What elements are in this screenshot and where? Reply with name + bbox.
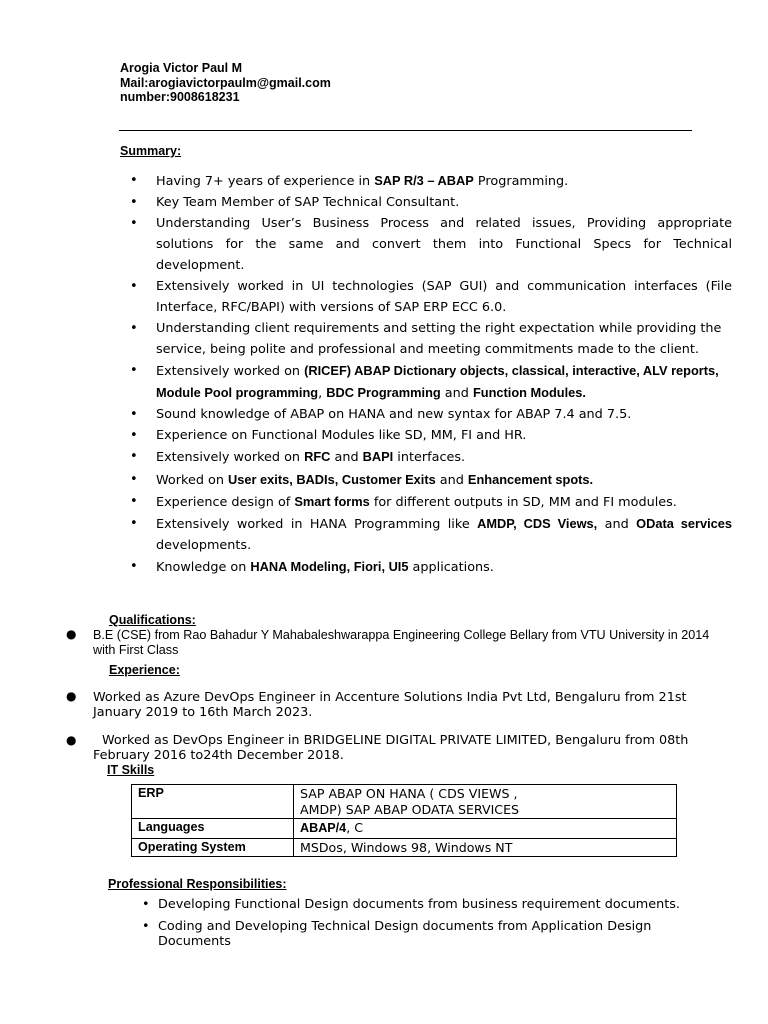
skill-value xyxy=(294,785,677,819)
summary-text: Knowledge on xyxy=(156,560,251,576)
summary-text: Worked on xyxy=(156,472,229,488)
summary-text: and xyxy=(330,450,363,466)
summary-bold-text: AMDP, CDS Views, xyxy=(477,516,598,532)
summary-bold-text: (RICEF) ABAP Dictionary objects, classical, interactive, ALV reports, Module Pool programming xyxy=(156,363,719,400)
summary-bold-text: RFC xyxy=(304,449,331,465)
list-item: • Coding and Developing Technical Design documents from Application Design Documents xyxy=(142,919,702,950)
summary-text: Programming. xyxy=(473,174,569,189)
skill-value-text: SAP ABAP ON HANA ( CDS VIEWS , AMDP) SAP ABAP ODATA SERVICES xyxy=(300,786,520,817)
experience-item-2: Worked as DevOps Engineer in BRIDGELINE DIGITAL PRIVATE LIMITED, Bengaluru from 08th February 2016 to24th December 2018. xyxy=(93,733,689,763)
summary-text: Experience on Functional Modules like SD, MM, FI and HR. xyxy=(156,428,527,444)
summary-bold-text: SAP R/3 – ABAP xyxy=(374,173,474,188)
summary-bold-text: Function Modules. xyxy=(472,384,586,400)
experience-item-1: Worked as Azure DevOps Engineer in Accenture Solutions India Pvt Ltd, Bengaluru from 21st January 2019 to 16th March 2023. xyxy=(93,690,687,720)
skill-key: ERP xyxy=(132,785,294,819)
qualifications-heading: Qualifications: xyxy=(109,613,196,627)
summary-item xyxy=(130,277,732,319)
summary-bold-text: OData services xyxy=(636,516,733,532)
skill-value-bold: ABAP/4 xyxy=(300,821,347,835)
summary-text: applications. xyxy=(408,560,494,576)
contact-email: Mail:arogiavictorpaulm@gmail.com xyxy=(120,75,331,90)
summary-item xyxy=(130,214,732,276)
summary-text: Key Team Member of SAP Technical Consultant. xyxy=(156,195,460,211)
summary-bold-text: Enhancement spots. xyxy=(467,471,594,487)
responsibilities-heading: Professional Responsibilities: xyxy=(108,877,287,891)
skill-value xyxy=(294,819,677,839)
summary-text: Extensively worked on xyxy=(156,450,305,466)
summary-item xyxy=(130,470,732,492)
experience-heading: Experience: xyxy=(109,663,180,677)
summary-item xyxy=(130,557,732,579)
summary-bold-text: User exits, BADIs, Customer Exits xyxy=(228,471,436,487)
summary-text: and xyxy=(435,472,468,488)
summary-bold-text: Smart forms xyxy=(294,493,370,509)
summary-item xyxy=(130,426,732,447)
summary-text: Sound knowledge of ABAP on HANA and new syntax for ABAP 7.4 and 7.5. xyxy=(156,407,632,423)
skill-key: Operating System xyxy=(132,838,294,857)
summary-text: and xyxy=(440,385,473,401)
summary-text: for different outputs in SD, MM and FI modules. xyxy=(369,494,677,510)
summary-bold-text: BAPI xyxy=(362,449,394,465)
summary-heading: Summary: xyxy=(120,144,182,158)
skill-value-text: , C xyxy=(346,820,363,835)
bullet-icon: ● xyxy=(66,627,77,641)
skill-key: Languages xyxy=(132,819,294,839)
table-row xyxy=(132,819,677,839)
summary-item xyxy=(130,405,732,426)
summary-text: Extensively worked in UI technologies (SAP GUI) and communication interfaces (File Interface, RFC/BAPI) with versions of SAP ERP ECC 6.0. xyxy=(156,279,732,315)
summary-text: Understanding User’s Business Process and related issues, Providing appropriate solutions for the same and convert them into Functional Specs for Technical development. xyxy=(156,216,732,273)
summary-item xyxy=(130,492,732,514)
summary-text: Understanding client requirements and setting the right expectation while providing the service, being polite and professional and meeting commitments made to the client. xyxy=(156,321,722,357)
it-skills-heading: IT Skills xyxy=(107,763,155,777)
summary-item xyxy=(130,514,732,557)
list-item: • Developing Functional Design documents from business requirement documents. xyxy=(142,897,702,913)
summary-item xyxy=(130,193,732,214)
summary-text: Experience design of xyxy=(156,494,295,510)
candidate-name: Arogia Victor Paul M xyxy=(120,61,243,75)
contact-phone: number:9008618231 xyxy=(120,90,240,104)
summary-bold-text: BDC Programming xyxy=(326,384,441,400)
table-row xyxy=(132,838,677,857)
summary-text: developments. xyxy=(156,537,252,553)
qualification-item: B.E (CSE) from Rao Bahadur Y Mahabaleshwarappa Engineering College Bellary from VTU University in 2014 with First Class xyxy=(93,628,710,657)
summary-text: Extensively worked on xyxy=(156,364,305,380)
header-divider xyxy=(119,130,692,131)
summary-item xyxy=(130,319,732,361)
summary-item xyxy=(130,171,732,193)
summary-bold-text: HANA Modeling, Fiori, UI5 xyxy=(250,559,409,575)
it-skills-table xyxy=(131,784,677,857)
summary-list xyxy=(130,171,732,579)
bullet-icon: ● xyxy=(66,689,77,703)
summary-text: Extensively worked in HANA Programming like xyxy=(156,517,478,533)
table-row xyxy=(132,785,677,819)
summary-item xyxy=(130,361,732,405)
summary-text: and xyxy=(597,517,637,533)
summary-item xyxy=(130,447,732,469)
summary-text: Having 7+ years of experience in xyxy=(156,174,375,189)
bullet-icon: ● xyxy=(66,733,77,747)
responsibilities-list xyxy=(142,897,702,956)
skill-value: MSDos, Windows 98, Windows NT xyxy=(294,838,677,857)
summary-text: interfaces. xyxy=(393,450,466,466)
summary-text: , xyxy=(318,385,327,401)
